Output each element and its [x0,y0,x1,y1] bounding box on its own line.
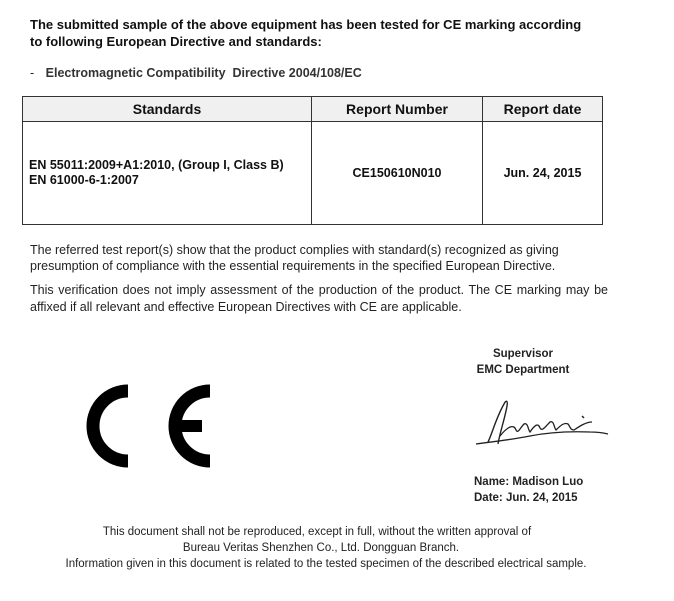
cell-standards [23,122,312,225]
footer-line-3: Information given in this document is related to the tested specimen of the described electrical sample. [65,558,587,570]
footer-notice [0,524,674,572]
header-standards: Standards [23,97,312,122]
footer-line-2: Bureau Veritas Shenzhen Co., Ltd. Dongguan Branch. [182,542,460,554]
table-header-row [23,97,603,122]
signatory-details [474,474,583,506]
ce-logo [78,378,218,474]
cell-report-number: CE150610N010 [312,122,483,225]
standard-2: EN 61000-6-1:2007 [29,173,139,187]
signature-image [470,396,610,452]
table-row [23,122,603,225]
footer-line-1: This document shall not be reproduced, except in full, without the written approval of [102,526,532,538]
compliance-paragraph: The referred test report(s) show that the product complies with standard(s) recognized as giving presumption of compliance with the essential requirements in the specified European Directive. [30,243,559,273]
directive-label: Electromagnetic Compatibility [45,66,226,80]
intro-line-1: The submitted sample of the above equipment has been tested for CE marking according [30,17,582,32]
intro-line-2: to following European Directive and standards: [30,34,322,49]
directive-line [30,66,362,80]
signatory-name: Name: Madison Luo [474,476,584,488]
signatory-department: EMC Department [476,364,570,376]
signatory-role: Supervisor [492,348,554,360]
directive-dash: - [30,66,35,80]
intro-statement [30,16,630,50]
header-report-date: Report date [483,97,603,122]
directive-name: Directive 2004/108/EC [232,66,362,80]
header-report-number: Report Number [312,97,483,122]
verification-paragraph: This verification does not imply assessment of the production of the product. The CE marking may be affixed if all relevant and effective European Directives with CE are applicable. [30,283,608,314]
signatory-date: Date: Jun. 24, 2015 [474,492,578,504]
standards-table [22,96,603,225]
standard-1: EN 55011:2009+A1:2010, (Group I, Class B) [29,158,284,172]
cell-report-date: Jun. 24, 2015 [483,122,603,225]
signatory-title [460,346,586,378]
